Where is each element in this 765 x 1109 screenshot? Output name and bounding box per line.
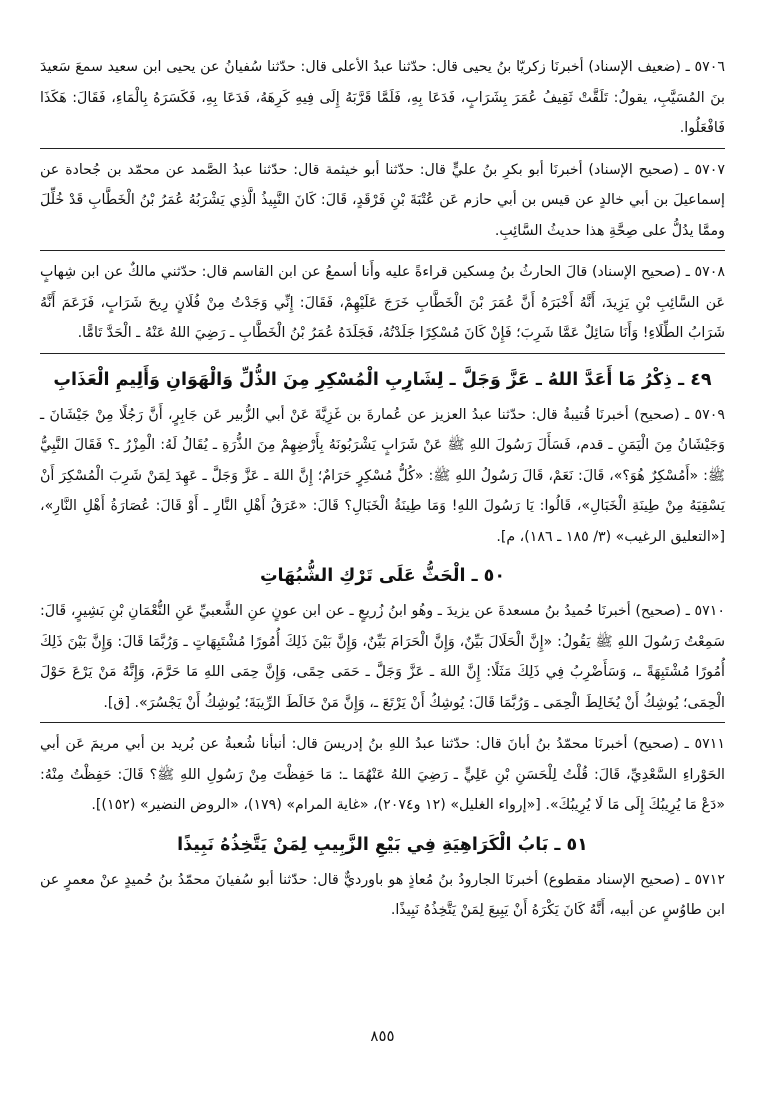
- chapter-heading-50: ٥٠ ـ الْحَثُّ عَلَى تَرْكِ الشُّبُهَاتِ: [259, 566, 506, 586]
- hadith-5706: ٥٧٠٦ ـ (ضعيف الإسناد) أخبرنَا زكريّا بنُ يحيى قال: حدّثنا عبدُ الأعلى قال: حدّثنا سُفيانُ عن يحيى ابن سعيد سمعَ سَعيدَ بنَ المُسَيَّبِ، يقولُ: تَلَقَّتْ ثَقِيفُ عُمَرَ بِشَرَابٍ، فَدَعَا بِهِ، فَلَمَّا قَرَّبَهُ إِلَى فِيهِ كَرِهَهُ، فَدَعَا بِهِ، فَكَسَرَهُ بِالْمَاءِ، فَقَالَ: هَكَذَا فَافْعَلُوا.: [40, 59, 725, 136]
- hadith-5710: ٥٧١٠ ـ (صحيح) أخبرنَا حُميدُ بنُ مسعدةَ عن يزيدَ ـ وهُو ابنُ زُريعٍ ـ عن ابن عونٍ عنِ الشَّعبيِّ عَنِ النُّعْمَانِ بْنِ بَشِيرٍ، قَالَ: سَمِعْتُ رَسُولَ اللهِ ﷺ يَقُولُ: «إِنَّ الْحَلَالَ بَيِّنٌ، وَإِنَّ الْحَرَامَ بَيِّنٌ، وَإِنَّ بَيْنَ ذَلِكَ أُمُورًا مُشْتَبِهَاتٍ ـ وَرُبَّمَا قَالَ: وَإِنَّ بَيْنَ ذَلِكَ أُمُورًا مُشْتَبِهَةً ـ، وَسَأَضْرِبُ فِي ذَلِكَ مَثَلًا: إِنَّ اللهَ ـ عَزَّ وَجَلَّ ـ حَمَى حِمًى، وَإِنَّ حِمَى اللهِ مَا حَرَّمَ، وَإِنَّهُ مَنْ يَرْعَ حَوْلَ الْحِمَى؛ يُوشِكُ أَنْ يُخَالِطَ الْحِمَى ـ وَرُبَّمَا قَالَ: يُوشِكُ أَنْ يَرْتَعَ ـ، وَإِنَّ مَنْ خَالَطَ الرِّيبَةَ؛ يُوشِكُ أَنْ يَجْسُرَ». [ق].: [40, 603, 725, 711]
- divider: [40, 722, 725, 723]
- hadith-5712: ٥٧١٢ ـ (صحيح الإسناد مقطوع) أخبرنَا الجارودُ بنُ مُعاذٍ هو باورديٌّ قال: حدّثنا أبو سُفيانَ محمّدُ بنُ حُميدٍ عنْ معمرٍ عن ابن طاوُسٍ عن أبيه، أَنَّهُ كَانَ يَكْرَهُ أَنْ يَبِيعَ لِمَنْ يَتَّخِذُهُ نَبِيذًا.: [40, 871, 725, 918]
- hadith-5707: ٥٧٠٧ ـ (صحيح الإسناد) أخبرنَا أبو بكرِ بنُ عليٍّ قال: حدّثنا أبو خيثمة قال: حدّثنا عبدُ الصَّمد عن محمّد بن جُحادة عن إسماعيلَ بن أبي خالدٍ عن قيس بن أبي حازم عَن عُتْبَةَ بْنِ فَرْقَدٍ، قَالَ: كَانَ النَّبِيذُ الَّذِي يَشْرَبُهُ عُمَرُ بْنُ الْخَطَّابِ قَدْ خُلِّلَ وممَّا يدُلُّ على صِحَّةِ هذا حديثُ السَّائِبِ.: [40, 161, 725, 239]
- hadith-5708: ٥٧٠٨ ـ (صحيح الإسناد) قالَ الحارثُ بنُ مِسكين قراءةً عليه وأَنا أسمعُ عن ابن القاسم قال: حدّثني مالكٌ عن ابن شِهابٍ عَن السَّائِبِ بْنِ يَزِيدَ، أَنَّهُ أَخْبَرَهُ أَنَّ عُمَرَ بْنَ الْخَطَّابِ خَرَجَ عَلَيْهِمْ، فَقَالَ: إِنِّي وَجَدْتُ مِنْ فُلَانٍ رِيحَ شَرَابٍ، فَزَعَمَ أَنَّهُ شَرَابُ الطِّلَاءِ! وَأَنَا سَائِلٌ عَمَّا شَرِبَ؛ فَإِنْ كَانَ مُسْكِرًا جَلَدْتُهُ، فَجَلَدَهُ عُمَرُ بْنُ الْخَطَّابِ ـ رَضِيَ اللهُ عَنْهُ ـ الْحَدَّ تَامًّا.: [40, 264, 725, 341]
- hadith-5711: ٥٧١١ ـ (صحيح) أخبرنَا محمّدُ بنُ أبانَ قال: حدّثنا عبدُ اللهِ بنُ إدريسَ قال: أنبأنا شُعبةُ عن بُريد بن أبي مريمَ عَن أبي الحَوْراءِ السَّعْدِيِّ، قَالَ: قُلْتُ لِلْحَسَنِ بْنِ عَلِيٍّ ـ رَضِيَ اللهُ عَنْهُمَا ـ: مَا حَفِظْتَ مِنْ رَسُولِ اللهِ ﷺ؟ قَالَ: حَفِظْتُ مِنْهُ: «دَعْ مَا يُرِيبُكَ إِلَى مَا لَا يُرِيبُكَ». [«إرواء الغليل» (١٢ و٢٠٧٤)، «غاية المرام» (١٧٩)، «الروض النضير» (١٥٢)].: [40, 736, 725, 813]
- hadith-5709: ٥٧٠٩ ـ (صحيح) أخبرنَا قُتيبةُ قال: حدّثنا عبدُ العزيز عن عُمارةَ بن غَزِيَّةَ عَنْ أبي الزُّبير عَن جَابِرٍ، أَنَّ رَجُلًا مِنْ جَيْشَانَ ـ وَجَيْشَانُ مِنَ الْيَمَنِ ـ قدم، فَسَأَلَ رَسُولَ اللهِ ﷺ عَنْ شَرَابٍ يَشْرَبُونَهُ بِأَرْضِهِمْ مِنَ الذُّرَةِ ـ يُقَالُ لَهُ: الْمِزْرُ ـ؟ فَقَالَ النَّبِيُّ ﷺ: «أَمُسْكِرٌ هُوَ؟»، قَالَ: نَعَمْ، قَالَ رَسُولُ اللهِ ﷺ: «كُلُّ مُسْكِرٍ حَرَامٌ؛ إِنَّ اللهَ ـ عَزَّ وَجَلَّ ـ عَهِدَ لِمَنْ شَرِبَ الْمُسْكِرَ أَنْ يَسْقِيَهُ مِنْ طِينَةِ الْخَبَالِ»، قَالُوا: يَا رَسُولَ اللهِ! وَمَا طِينَةُ الْخَبَالِ؟ قَالَ: «عَرَقُ أَهْلِ النَّارِ ـ أَوْ قَالَ: عُصَارَةُ أَهْلِ النَّارِ»، [«التعليق الرغيب» (٣/ ١٨٥ ـ ١٨٦)، م].: [40, 406, 725, 545]
- divider: [40, 250, 725, 251]
- chapter-heading-49: ٤٩ ـ ذِكْرُ مَا أَعَدَّ اللهُ ـ عَزَّ وَجَلَّ ـ لِشَارِبِ الْمُسْكِرِ مِنَ الذُّلِّ وَالْهَوَانِ وَأَلِيمِ الْعَذَابِ: [53, 369, 712, 390]
- divider: [40, 148, 725, 149]
- page-number: ٨٥٥: [370, 1027, 395, 1045]
- chapter-heading-51: ٥١ ـ بَابُ الْكَرَاهِيَةِ فِي بَيْعِ الزَّبِيبِ لِمَنْ يَتَّخِذُهُ نَبِيذًا: [177, 834, 588, 855]
- divider: [40, 353, 725, 354]
